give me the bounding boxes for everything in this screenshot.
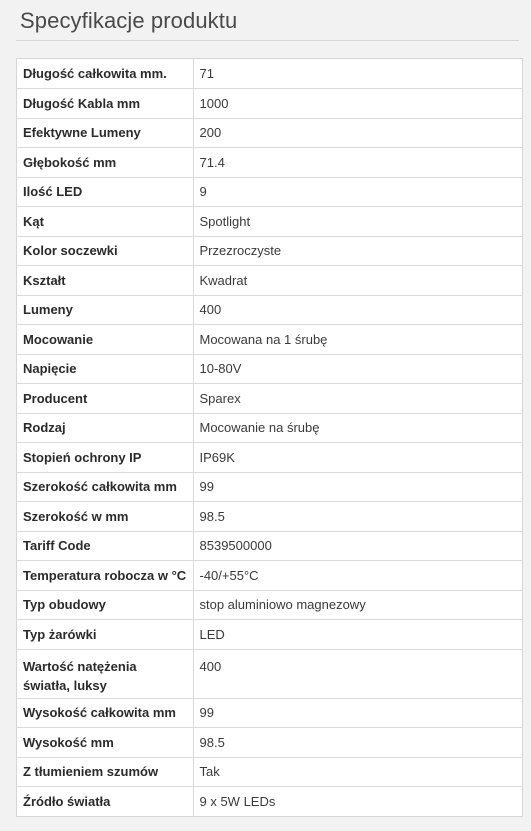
- table-row: [17, 207, 522, 237]
- table-row: [17, 354, 522, 384]
- table-row: [17, 177, 522, 207]
- spec-label: Głębokość mm: [17, 148, 193, 178]
- spec-value: 400: [199, 658, 222, 674]
- spec-label: Szerokość całkowita mm: [17, 472, 193, 502]
- spec-value: 200: [199, 125, 222, 141]
- spec-label: Długość Kabla mm: [17, 89, 193, 119]
- spec-value: 400: [199, 302, 222, 318]
- title-divider: [16, 40, 519, 41]
- table-row: [17, 236, 522, 266]
- spec-label: Kolor soczewki: [17, 236, 193, 266]
- spec-label: Stopień ochrony IP: [17, 443, 193, 473]
- table-row: [17, 561, 522, 591]
- spec-label: Kształt: [17, 266, 193, 296]
- spec-label: Z tłumieniem szumów: [17, 757, 193, 787]
- spec-label: Tariff Code: [17, 531, 193, 561]
- table-row: [17, 295, 522, 325]
- spec-value: Sparex: [199, 390, 241, 406]
- table-row: [17, 531, 522, 561]
- table-row: [17, 413, 522, 443]
- table-row: [17, 698, 522, 728]
- spec-value: 1000: [199, 95, 229, 111]
- spec-label: Mocowanie: [17, 325, 193, 355]
- spec-value: LED: [199, 626, 225, 642]
- spec-value: 99: [199, 705, 214, 721]
- table-row: [17, 148, 522, 178]
- table-row: [17, 757, 522, 787]
- spec-value: Kwadrat: [199, 272, 248, 288]
- spec-value: 71: [199, 66, 214, 81]
- spec-value: 98.5: [199, 508, 225, 524]
- table-row: [17, 590, 522, 620]
- spec-value: 8539500000: [199, 538, 272, 554]
- table-row: [17, 266, 522, 296]
- spec-label: Wysokość całkowita mm: [17, 698, 193, 728]
- spec-table: [17, 59, 522, 816]
- spec-label: Efektywne Lumeny: [17, 118, 193, 148]
- table-row: [17, 620, 522, 650]
- spec-value: 9: [199, 184, 207, 200]
- spec-value: 98.5: [199, 734, 225, 750]
- spec-value: -40/+55°C: [199, 567, 259, 583]
- spec-label: Szerokość w mm: [17, 502, 193, 532]
- spec-label: Rodzaj: [17, 413, 193, 443]
- spec-label: Kąt: [17, 207, 193, 237]
- spec-value: 99: [199, 479, 214, 495]
- spec-label: Typ obudowy: [17, 590, 193, 620]
- spec-label: Źródło światła: [17, 787, 193, 817]
- spec-value: Mocowanie na śrubę: [199, 420, 320, 436]
- spec-label: Temperatura robocza w °C: [17, 561, 193, 591]
- spec-label: Producent: [17, 384, 193, 414]
- spec-label: Ilość LED: [17, 177, 193, 207]
- table-row: [17, 443, 522, 473]
- spec-label: Lumeny: [17, 295, 193, 325]
- table-row: [17, 384, 522, 414]
- table-row: [17, 89, 522, 119]
- table-row: [17, 649, 522, 698]
- spec-value: stop aluminiowo magnezowy: [199, 597, 366, 613]
- table-row: [17, 502, 522, 532]
- spec-value: Tak: [199, 764, 220, 780]
- spec-label: Długość całkowita mm.: [17, 59, 193, 89]
- spec-value: IP69K: [199, 449, 235, 465]
- spec-value: Mocowana na 1 śrubę: [199, 331, 328, 347]
- table-row: [17, 118, 522, 148]
- spec-label: Wysokość mm: [17, 728, 193, 758]
- spec-label: Wartość natężenia światła, luksy: [17, 649, 193, 698]
- table-row: [17, 325, 522, 355]
- spec-label: Typ żarówki: [17, 620, 193, 650]
- table-row: [17, 59, 522, 89]
- spec-value: Przezroczyste: [199, 243, 282, 259]
- spec-table-panel: [16, 58, 523, 817]
- table-row: [17, 787, 522, 817]
- table-row: [17, 728, 522, 758]
- spec-value: 10-80V: [199, 361, 242, 377]
- spec-value: 71.4: [199, 154, 225, 170]
- spec-label: Napięcie: [17, 354, 193, 384]
- spec-value: Spotlight: [199, 213, 251, 229]
- table-row: [17, 472, 522, 502]
- page-title: Specyfikacje produktu: [20, 8, 238, 33]
- spec-value: 9 x 5W LEDs: [199, 794, 276, 809]
